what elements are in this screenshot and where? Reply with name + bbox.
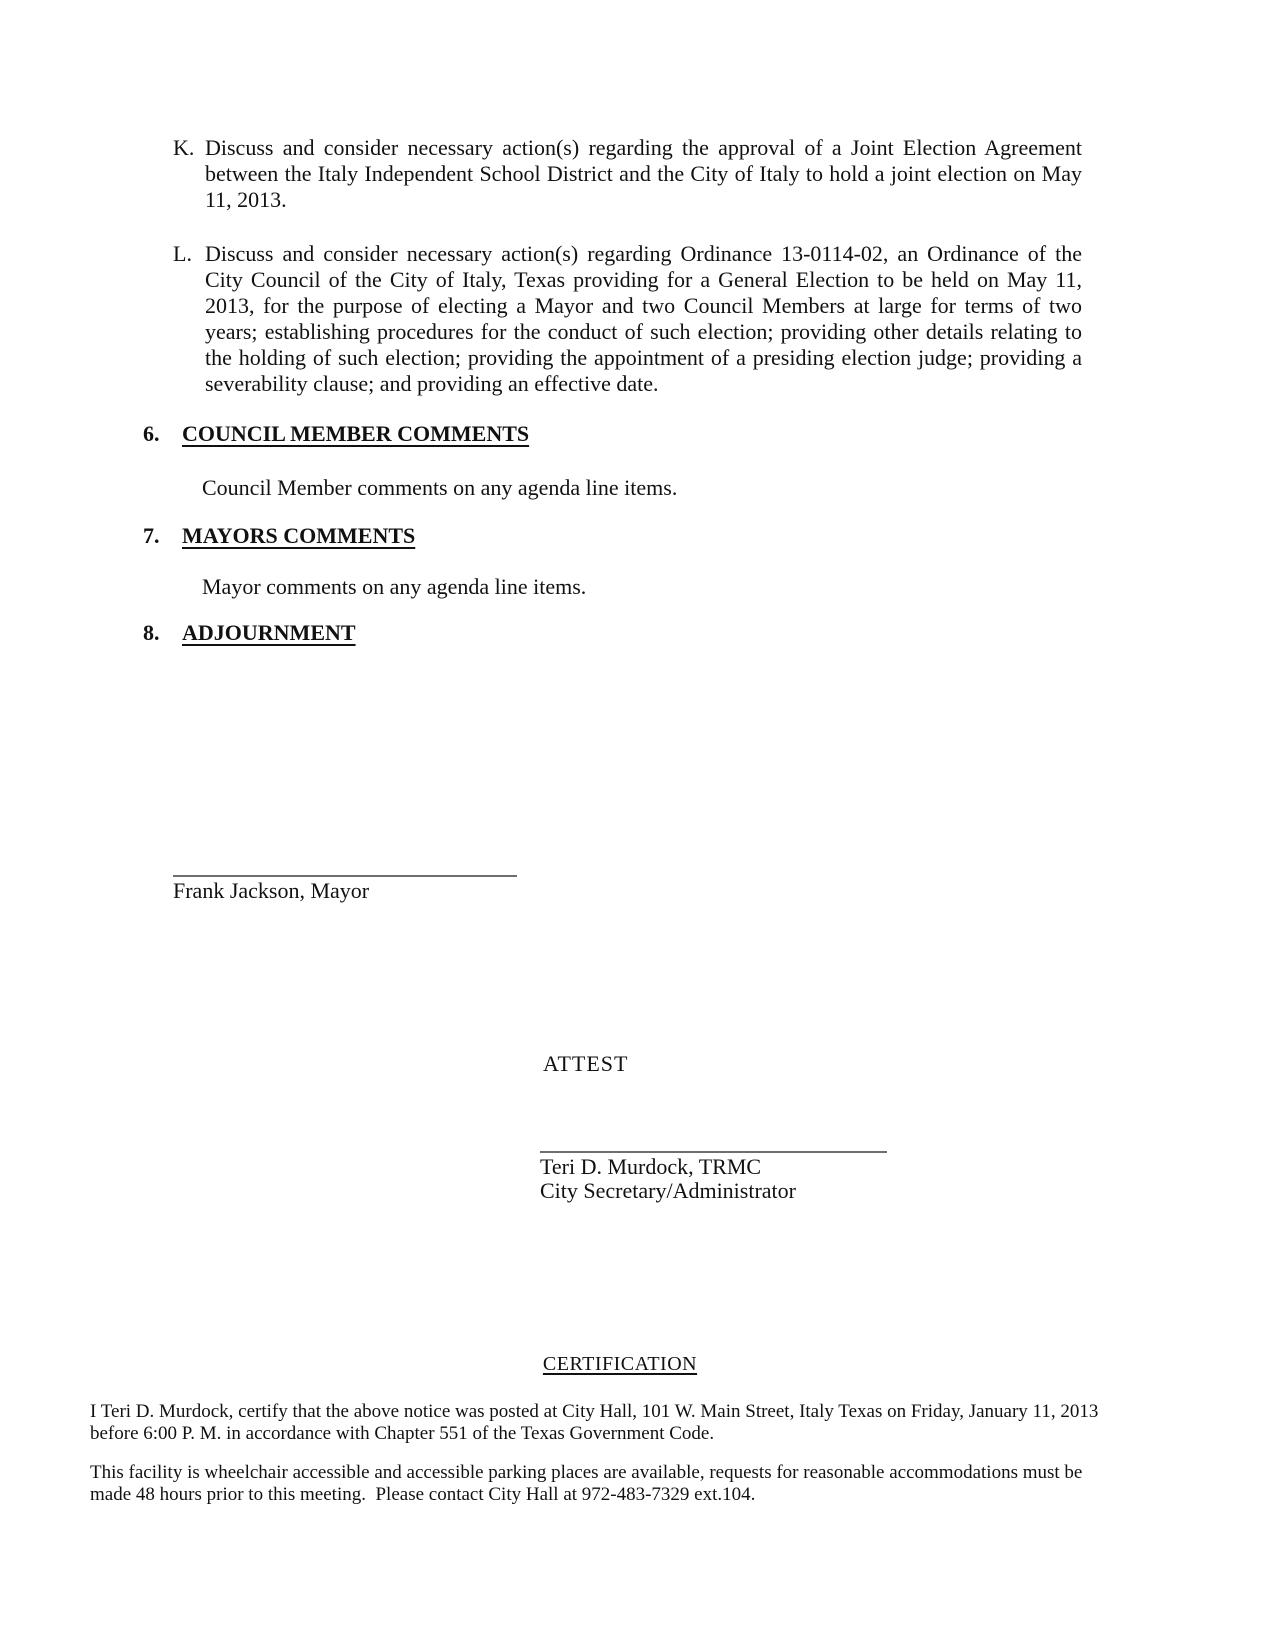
secretary-signature-line (540, 1151, 887, 1153)
agenda-item-l (173, 241, 1082, 397)
secretary-name: Teri D. Murdock, TRMC (540, 1154, 762, 1179)
text-line: before 6:00 P. M. in accordance with Chapter 551 of the Texas Government Code. (90, 1423, 715, 1444)
text-line: the holding of such election; providing the appointment of a presiding election judge; providing a (205, 345, 1082, 370)
mayor-signature-line (173, 875, 517, 877)
section-heading-council-member-comments (143, 421, 529, 447)
section-title: MAYORS COMMENTS (182, 523, 416, 548)
secretary-title: City Secretary/Administrator (540, 1178, 796, 1203)
agenda-item-k (173, 135, 1082, 213)
text-line: between the Italy Independent School District and the City of Italy to hold a joint election on May (205, 161, 1082, 186)
text-line: made 48 hours prior to this meeting. Please contact City Hall at 972-483-7329 ext.104. (90, 1484, 756, 1505)
agenda-item-k-text (205, 135, 1082, 213)
text-line: Discuss and consider necessary action(s) regarding Ordinance 13-0114-02, an Ordinance of the (205, 241, 1082, 266)
certification-paragraph-accessibility (90, 1462, 1150, 1506)
text-line: This facility is wheelchair accessible and accessible parking places are available, requests for reasonable accommodations must be (90, 1462, 1083, 1483)
text-line: I Teri D. Murdock, certify that the above notice was posted at City Hall, 101 W. Main Street, Italy Texas on Friday, January 11, 2013 (90, 1401, 1099, 1422)
section-title: ADJOURNMENT (182, 620, 356, 645)
mayor-signature-caption: Frank Jackson, Mayor (173, 878, 370, 903)
text-line: years; establishing procedures for the conduct of such election; providing other details relating to (205, 319, 1082, 344)
certification-heading: CERTIFICATION (542, 1353, 698, 1375)
agenda-item-k-letter: K. (173, 135, 195, 160)
text-line: 2013, for the purpose of electing a Mayor and two Council Members at large for terms of two (205, 293, 1082, 318)
section-body-council-member-comments: Council Member comments on any agenda line items. (202, 475, 678, 500)
agenda-item-l-letter: L. (173, 241, 192, 266)
attest-label: ATTEST (543, 1051, 629, 1076)
secretary-signature-caption (540, 1155, 796, 1203)
section-heading-mayors-comments (143, 523, 415, 549)
text-line: Discuss and consider necessary action(s) regarding the approval of a Joint Election Agreement (205, 135, 1082, 160)
section-body-mayors-comments: Mayor comments on any agenda line items. (202, 574, 587, 599)
agenda-item-l-text (205, 241, 1082, 397)
section-number: 6. (143, 421, 160, 446)
section-number: 8. (143, 620, 160, 645)
text-line: 11, 2013. (205, 187, 287, 212)
section-heading-adjournment (143, 620, 356, 646)
section-number: 7. (143, 523, 160, 548)
section-title: COUNCIL MEMBER COMMENTS (182, 421, 530, 446)
text-line: City Council of the City of Italy, Texas providing for a General Election to be held on May 11, (205, 267, 1082, 292)
text-line: severability clause; and providing an effective date. (205, 371, 659, 396)
certification-paragraph-posting (90, 1401, 1150, 1445)
